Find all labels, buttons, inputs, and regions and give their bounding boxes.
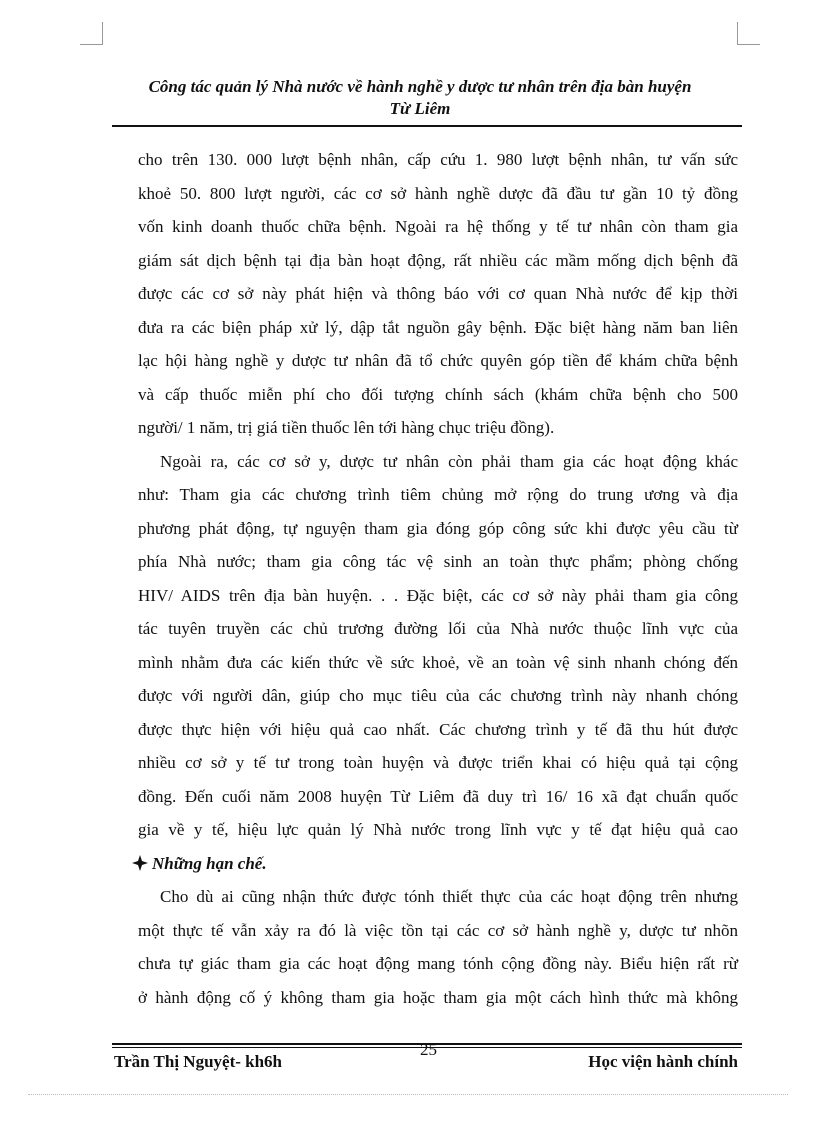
text-line: Cho dù ai cũng nhận thức được tónh thiết thực của các hoạt động trên nhưng bbox=[160, 887, 738, 906]
page-number: 25 bbox=[420, 1040, 437, 1059]
text-line: ở hành động cố ý không tham gia hoặc tham gia một cách hình thức mà không bbox=[138, 987, 738, 1007]
text-line: cho trên 130. 000 lượt bệnh nhân, cấp cứu 1. 980 lượt bệnh nhân, tư vấn sức bbox=[138, 150, 738, 169]
text-line: đồng. Đến cuối năm 2008 huyện Từ Liêm đã duy trì 16/ 16 xã đạt chuẩn quốc bbox=[138, 786, 738, 806]
text-line: và cấp thuốc miễn phí cho đối tượng chính sách (khám chữa bệnh cho 500 bbox=[138, 384, 738, 404]
text-line: phía Nhà nước; tham gia công tác vệ sinh an toàn thực phẩm; phòng chống bbox=[138, 552, 738, 571]
four-point-star-icon bbox=[132, 855, 148, 871]
paragraph-2 bbox=[138, 445, 738, 847]
text-line: gia về y tế, hiệu lực quản lý Nhà nước trong lĩnh vực y tế đạt hiệu quả cao bbox=[138, 820, 738, 839]
footer-institution: Học viện hành chính bbox=[588, 1052, 738, 1071]
text-line: được thực hiện với hiệu quả cao nhất. Các chương trình y tế đã thu hút được bbox=[138, 719, 738, 739]
paragraph-3 bbox=[138, 880, 738, 1014]
text-line: giám sát dịch bệnh tại địa bàn hoạt động, rất nhiều các mầm mống dịch bệnh đã bbox=[138, 250, 738, 270]
text-line: một thực tế vẫn xảy ra đó là việc tồn tại các cơ sở hành nghề y, dược tư nhõn bbox=[138, 920, 738, 940]
section-heading-text: Những hạn chế. bbox=[152, 853, 267, 873]
text-line: phương phát động, tự nguyện tham gia đóng góp công sức khi được yêu cầu từ bbox=[138, 518, 738, 538]
header-title-line-2: Từ Liêm bbox=[389, 99, 451, 118]
text-line: khoẻ 50. 800 lượt người, các cơ sở hành nghề dược đã đầu tư gần 10 tỷ đồng bbox=[138, 183, 738, 203]
paragraph-1 bbox=[138, 143, 738, 445]
text-line: Ngoài ra, các cơ sở y, dược tư nhân còn phải tham gia các hoạt động khác bbox=[160, 451, 738, 471]
text-line: mình nhằm đưa các kiến thức về sức khoẻ, về an toàn vệ sinh nhanh chóng đến bbox=[138, 652, 738, 672]
corner-mark-top-right bbox=[737, 22, 760, 45]
text-line: tác tuyên truyền các chủ trương đường lối của Nhà nước thuộc lĩnh vực của bbox=[138, 619, 738, 638]
text-line: được với người dân, giúp cho mục tiêu của các chương trình này nhanh chóng bbox=[138, 686, 738, 705]
footer-author: Trần Thị Nguyệt- kh6h bbox=[114, 1052, 282, 1071]
header-divider bbox=[112, 125, 742, 127]
text-line: vốn kinh doanh thuốc chữa bệnh. Ngoài ra hệ thống y tế tư nhân còn tham gia bbox=[138, 217, 738, 236]
body-text bbox=[138, 143, 738, 1014]
text-line: lạc hội hàng nghề y dược tư nhân đã tổ chức quyên góp tiền để khám chữa bệnh bbox=[138, 351, 738, 370]
text-line: nhiều cơ sở y tế tư trong toàn huyện và được triển khai có hiệu quả tại cộng bbox=[138, 753, 738, 772]
text-line: như: Tham gia các chương trình tiêm chủng mở rộng do trung ương và địa bbox=[138, 485, 738, 504]
section-heading bbox=[132, 847, 738, 881]
header-title-line-1: Công tác quản lý Nhà nước về hành nghề y dược tư nhân trên địa bàn huyện bbox=[148, 77, 692, 96]
text-line: chưa tự giác tham gia các hoạt động mang tónh cộng đồng này. Biểu hiện rất rừ bbox=[138, 954, 738, 973]
page-bottom-dotted-line bbox=[28, 1094, 788, 1095]
page-header-title bbox=[100, 76, 740, 120]
text-line: HIV/ AIDS trên địa bàn huyện. . . Đặc biệt, các cơ sở này phải tham gia công bbox=[138, 585, 738, 605]
text-line: đưa ra các biện pháp xử lý, dập tắt nguồn gây bệnh. Đặc biệt hàng năm ban liên bbox=[138, 317, 738, 337]
text-line: người/ 1 năm, trị giá tiền thuốc lên tới hàng chục triệu đồng). bbox=[138, 418, 555, 437]
text-line: được các cơ sở này phát hiện và thông báo với cơ quan Nhà nước để kịp thời bbox=[138, 284, 738, 303]
corner-mark-top-left bbox=[80, 22, 103, 45]
